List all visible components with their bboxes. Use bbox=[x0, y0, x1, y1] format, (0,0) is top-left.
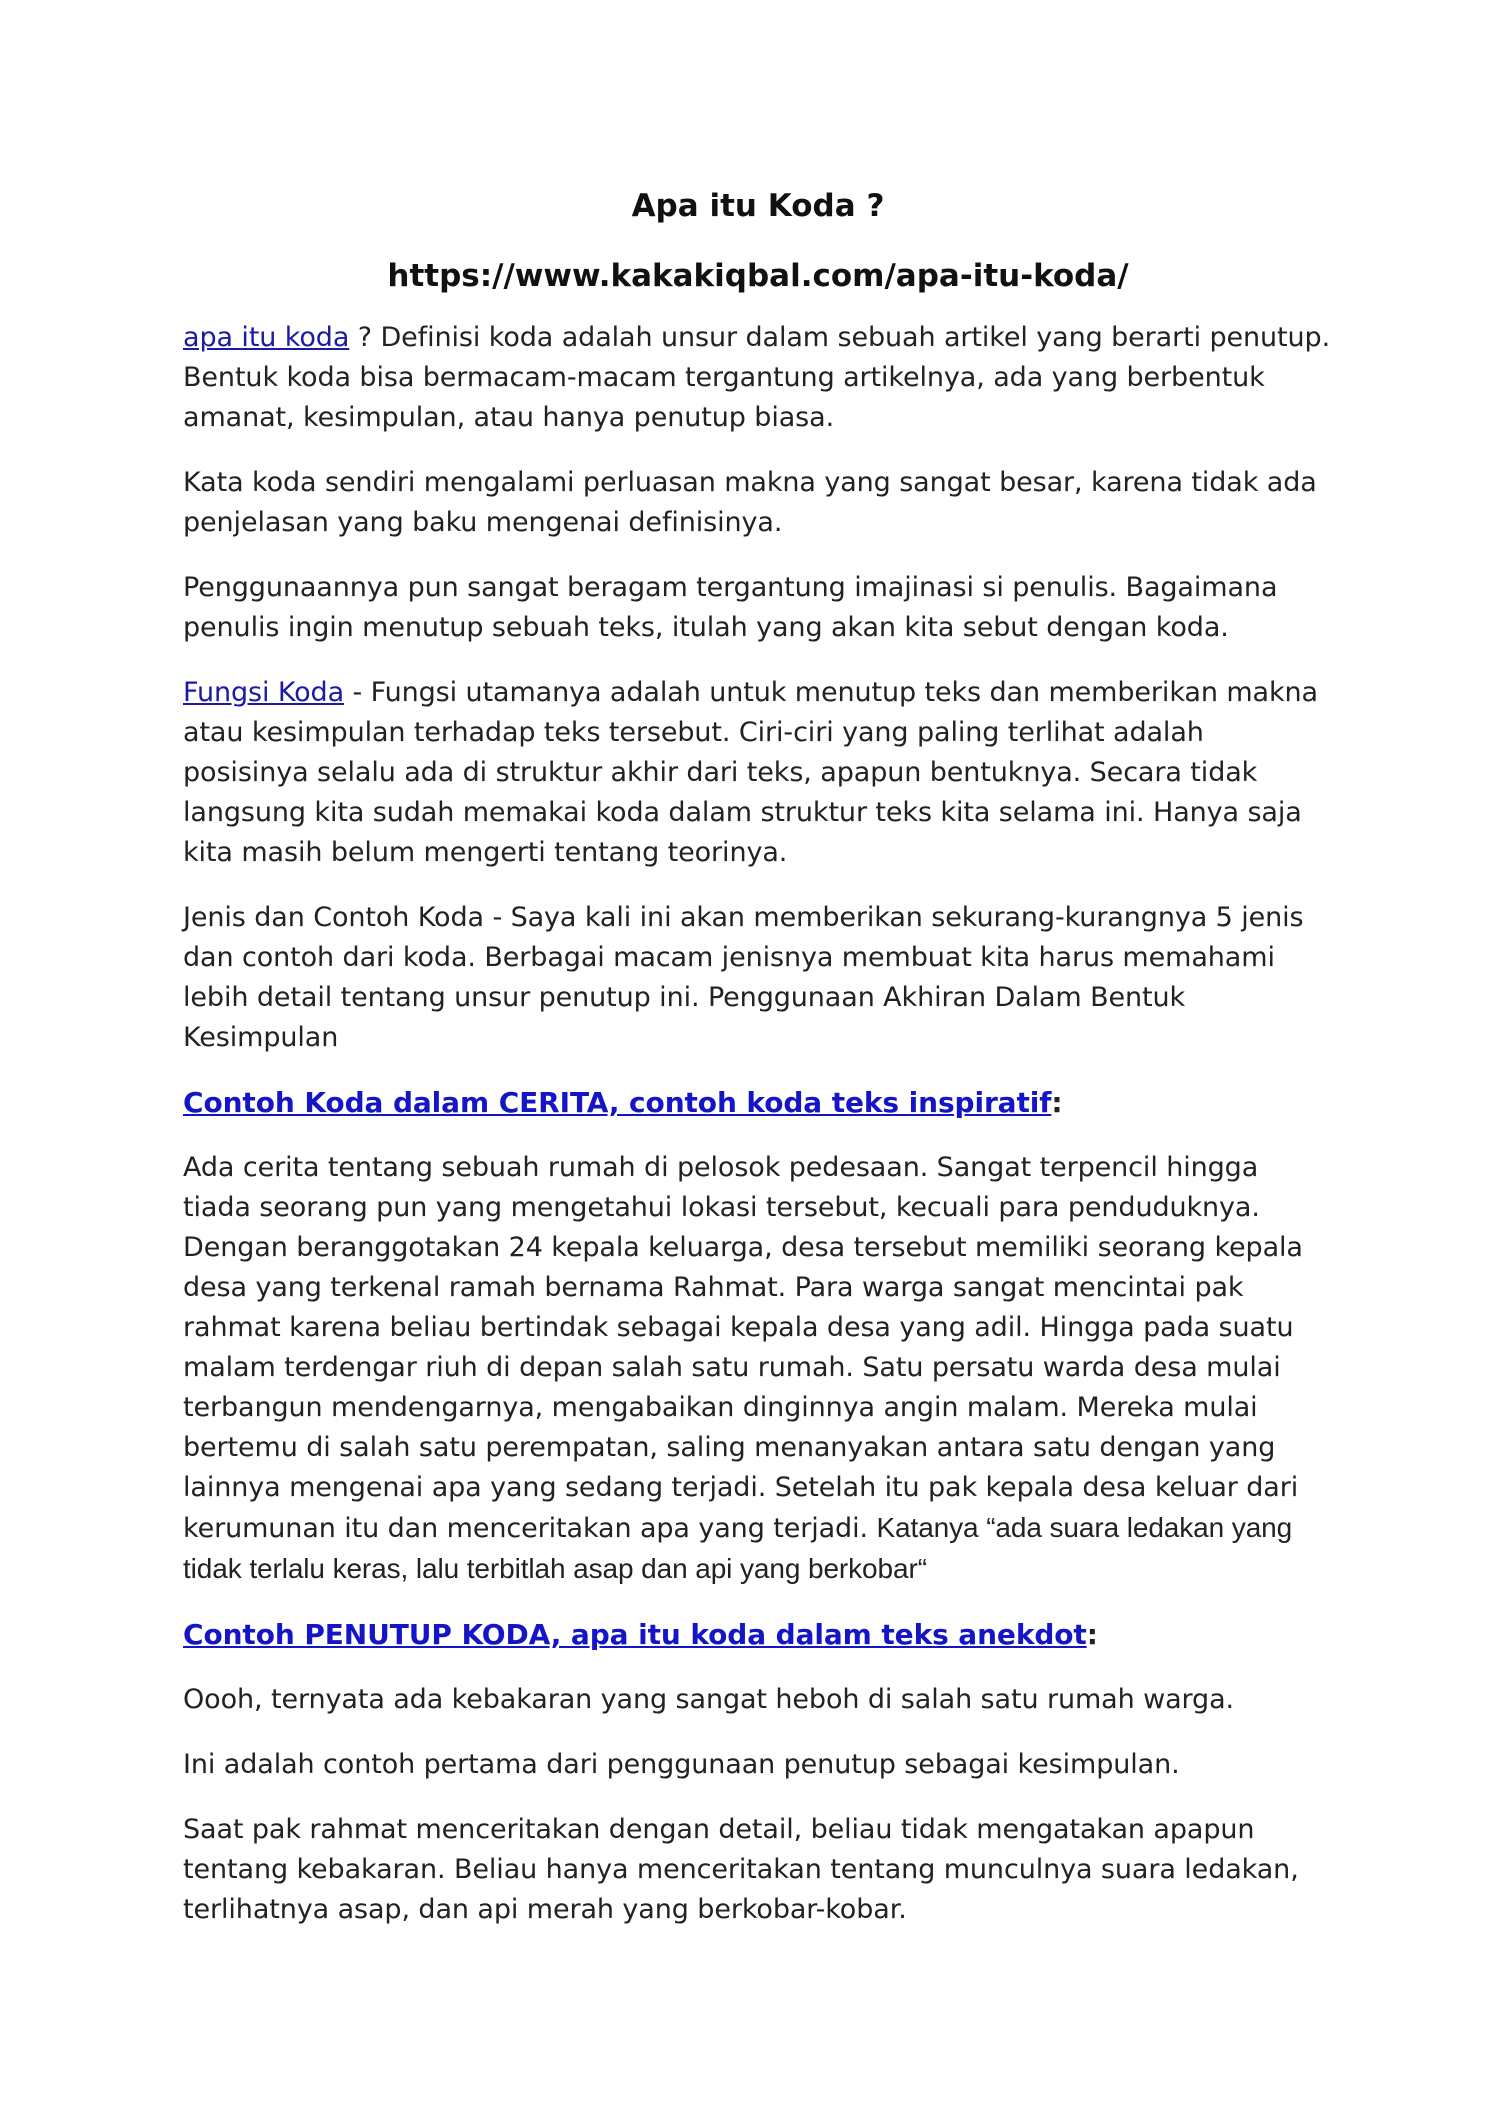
paragraph-story bbox=[183, 1148, 1333, 1590]
heading-contoh-penutup bbox=[183, 1615, 1333, 1655]
paragraph-function-text: - Fungsi utamanya adalah untuk menutup teks dan memberikan makna atau kesimpulan terhadap teks tersebut. Ciri-ciri yang paling terlihat adalah posisinya selalu ada di struktur akhir dari teks, apapun bentuknya. Secara tidak langsung kita sudah memakai koda dalam struktur teks kita selama ini. Hanya saja kita masih belum mengerti tentang teorinya. bbox=[183, 677, 1318, 868]
heading-contoh-cerita bbox=[183, 1083, 1333, 1123]
contoh-penutup-link[interactable]: Contoh PENUTUP KODA, apa itu koda dalam teks anekdot bbox=[183, 1618, 1087, 1651]
paragraph-closing-example: Oooh, ternyata ada kebakaran yang sangat heboh di salah satu rumah warga. bbox=[183, 1684, 1235, 1715]
heading-contoh-penutup-suffix: : bbox=[1086, 1618, 1098, 1651]
apa-itu-koda-link[interactable]: apa itu koda bbox=[183, 322, 350, 353]
paragraph-definition-text: ? Definisi koda adalah unsur dalam sebuah artikel yang berarti penutup. Bentuk koda bisa bermacam-macam tergantung artikelnya, ada yang berbentuk amanat, kesimpulan, atau hanya penutup biasa. bbox=[183, 322, 1331, 433]
paragraph-types: Jenis dan Contoh Koda - Saya kali ini akan memberikan sekurang-kurangnya 5 jenis dan contoh dari koda. Berbagai macam jenisnya membuat kita harus memahami lebih detail tentang unsur penutup ini. Penggunaan Akhiran Dalam Bentuk Kesimpulan bbox=[183, 902, 1304, 1053]
paragraph-story-text: Ada cerita tentang sebuah rumah di pelosok pedesaan. Sangat terpencil hingga tiada seorang pun yang mengetahui lokasi tersebut, kecuali para penduduknya. Dengan beranggotakan 24 kepala keluarga, desa tersebut memiliki seorang kepala desa yang terkenal ramah bernama Rahmat. Para warga sangat mencintai pak rahmat karena beliau bertindak sebagai kepala desa yang adil. Hingga pada suatu malam terdengar riuh di depan salah satu rumah. Satu persatu warda desa mulai terbangun mendengarnya, mengabaikan dinginnya angin malam. Mereka mulai bertemu di salah satu perempatan, saling menanyakan antara satu dengan yang lainnya mengenai apa yang sedang terjadi. Setelah itu pak kepala desa keluar dari kerumunan itu dan menceritakan apa yang terjadi. bbox=[183, 1152, 1303, 1544]
paragraph-usage: Penggunaannya pun sangat beragam tergantung imajinasi si penulis. Bagaimana penulis ingin menutup sebuah teks, itulah yang akan kita sebut dengan koda. bbox=[183, 572, 1278, 643]
url-heading: https://www.kakakiqbal.com/apa-itu-koda/ bbox=[387, 258, 1129, 294]
paragraph-story-quote: Katanya “ada suara ledakan yang tidak terlalu keras, lalu terbitlah asap dan api yang berkobar“ bbox=[183, 1512, 1293, 1584]
fungsi-koda-link[interactable]: Fungsi Koda bbox=[183, 677, 345, 708]
paragraph-meaning: Kata koda sendiri mengalami perluasan makna yang sangat besar, karena tidak ada penjelasan yang baku mengenai definisinya. bbox=[183, 467, 1317, 538]
contoh-cerita-link[interactable]: Contoh Koda dalam CERITA, contoh koda teks inspiratif bbox=[183, 1086, 1052, 1119]
paragraph-detail: Saat pak rahmat menceritakan dengan detail, beliau tidak mengatakan apapun tentang kebakaran. Beliau hanya menceritakan tentang munculnya suara ledakan, terlihatnya asap, dan api merah yang berkobar-kobar. bbox=[183, 1814, 1299, 1925]
paragraph-first-example-note: Ini adalah contoh pertama dari penggunaan penutup sebagai kesimpulan. bbox=[183, 1749, 1180, 1780]
paragraph-function bbox=[183, 673, 1333, 873]
document-body bbox=[183, 178, 1333, 1930]
heading-contoh-cerita-suffix: : bbox=[1051, 1086, 1063, 1119]
paragraph-definition bbox=[183, 318, 1333, 438]
page-title: Apa itu Koda ? bbox=[631, 188, 885, 224]
